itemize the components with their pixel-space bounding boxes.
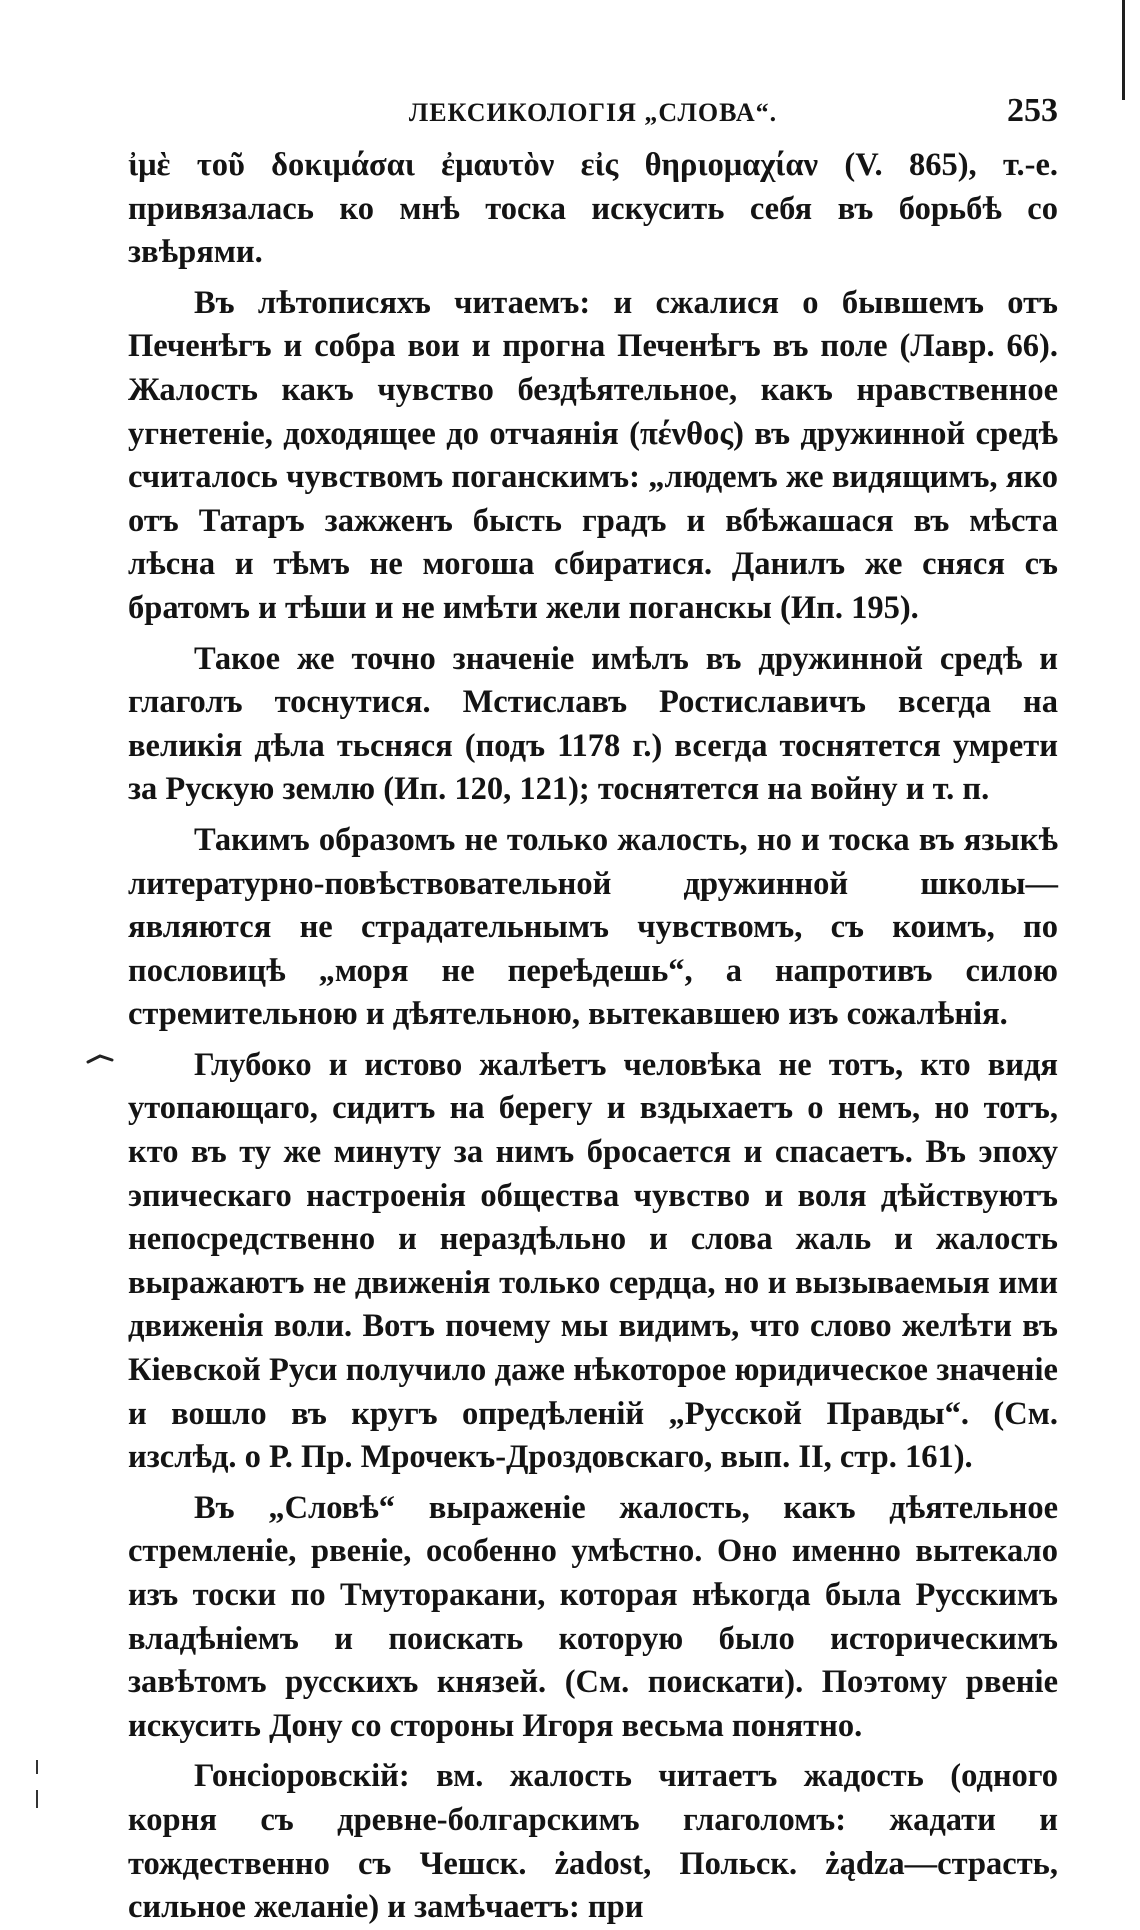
paragraph-continuation: ἰμὲ τοῦ δοκιμάσαι ἐμαυτὸν εἰς θηριομαχίαν (V. 865), т.-е. привязалась ко мнѣ тоска искусить себя въ борьбѣ со звѣрями. bbox=[128, 147, 1058, 271]
paragraph-tosnutisya: Такое же точно значеніе имѣлъ въ дружинной средѣ и глаголъ тоснутися. Мстиславъ Ростиславичъ всегда на великія дѣла тьсняся (подъ 1178 г.) всегда тоснятется умрети за Рускую землю (Ип. 120, 121); тоснятется на войну и т. п. bbox=[128, 640, 1058, 808]
paragraph-slovo: Въ „Словѣ“ выраженіе жалость, какъ дѣятельное стремленіе, рвеніе, особенно умѣстно. Оно именно вытекало изъ тоски по Тмуторакани, которая нѣкогда была Русскимъ владѣніемъ и поискать которую было историческимъ завѣтомъ русскихъ князей. (См. поискати). Поэтому рвеніе искусить Дону со стороны Игоря весьма понятно. bbox=[128, 1489, 1058, 1744]
scan-edge-rule bbox=[1122, 0, 1125, 100]
book-page bbox=[128, 92, 1058, 1930]
body-text bbox=[128, 144, 1058, 1930]
paragraph-gonsiorovsky: Гонсіоровскій: вм. жалость читаетъ жадость (одного корня съ древне-болгарскимъ глаголомъ: жадати и тождественно съ Чешск. żadost, Польск. żądza—страсть, сильное желаніе) и замѣчаетъ: при bbox=[128, 1758, 1058, 1926]
paragraph-chronicles: Въ лѣтописяхъ читаемъ: и сжалися о бывшемъ отъ Печенѣгъ и собра вои и прогна Печенѣгъ въ поле (Лавр. 66). Жалость какъ чувство бездѣятельное, какъ нравственное угнетеніе, доходящее до отчаянія (πένθος) въ дружинной средѣ считалось чувствомъ поганскимъ: „людемъ же видящимъ, яко отъ Татаръ зажженъ бысть градъ и вбѣжашася въ мѣста лѣсна и тѣмъ не могоша сбиратися. Данилъ же сняся съ братомъ и тѣши и не имѣти жели поганскы (Ип. 195). bbox=[128, 284, 1058, 626]
running-title: ЛЕКСИКОЛОГІЯ „СЛОВА“. bbox=[408, 98, 778, 127]
running-head bbox=[128, 92, 1058, 132]
margin-pencil-mark bbox=[86, 1052, 114, 1068]
paragraph-zhalost-toska: Такимъ образомъ не только жалость, но и тоска въ языкѣ литературно-повѣствовательной дружинной школы—являются не страдательнымъ чувствомъ, съ коимъ, по пословицѣ „моря не переѣдешь“, а напротивъ силою стремительною и дѣятельною, вытекавшею изъ сожалѣнія. bbox=[128, 821, 1058, 1033]
page-number: 253 bbox=[1007, 92, 1058, 129]
paragraph-epic-mood: Глубоко и истово жалѣетъ человѣка не тотъ, кто видя утопающаго, сидитъ на берегу и вздыхаетъ о немъ, но тотъ, кто въ ту же минуту за нимъ бросается и спасаетъ. Въ эпоху эпическаго настроенія общества чувство и воля дѣйствуютъ непосредственно и нераздѣльно и слова жаль и жалость выражаютъ не движенія только сердца, но и вызываемыя ими движенія воли. Вотъ почему мы видимъ, что слово желѣти въ Кіевской Руси получило даже нѣкоторое юридическое значеніе и вошло въ кругъ опредѣленій „Русской Правды“. (См. изслѣд. о Р. Пр. Мрочекъ-Дроздовскаго, вып. II, стр. 161). bbox=[128, 1046, 1058, 1476]
scan-edge-specks bbox=[36, 1760, 39, 1830]
